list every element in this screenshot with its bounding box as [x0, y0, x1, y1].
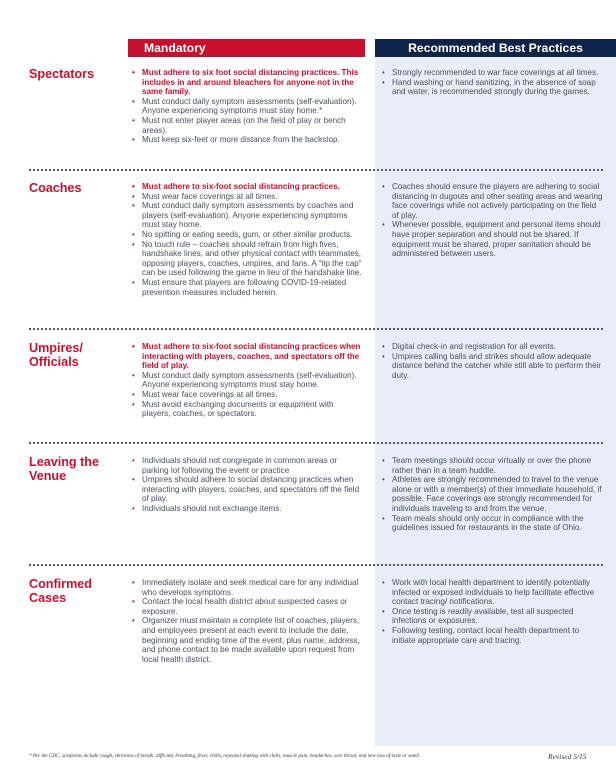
mandatory-item: • Must conduct daily symptom assessments (self-evaluation). Anyone experiencing symptoms must stay home.* — [131, 97, 363, 116]
recommended-header: Recommended Best Practices — [375, 39, 616, 57]
recommended-item: • Whenever possible, equipment and personal items should have proper separation and should not be shared. If equipment must be shared, proper sanitation should be administered between users. — [381, 220, 603, 258]
recommended-item: • Strongly recommended to war face coverings at all times. — [381, 68, 603, 78]
mandatory-item: • Must adhere to six-foot social distancing practices. — [131, 182, 363, 192]
section-divider — [29, 328, 603, 330]
revised-date: Revised 5/15 — [548, 752, 587, 761]
recommended-item: • Digital check-in and registration for all events. — [381, 342, 603, 352]
recommended-item: • Team meals should only occur in compliance with the guidelines issued for restaurants in the state of Ohio. — [381, 514, 603, 533]
recommended-list — [381, 182, 603, 259]
mandatory-item: • Must ensure that players are following COVID-19-related prevention measures included herein. — [131, 278, 363, 297]
mandatory-item: • No spitting or eating seeds, gum, or other similar products. — [131, 230, 363, 240]
footnote: * Per the CDC, symptoms include cough, shortness of breath, difficulty breathing, fever, chills, repeated shaking with chills, muscle pain, headaches, sore throat, and new loss of taste or smell. — [29, 753, 421, 759]
recommended-item: • Work with local health department to identify potentially infected or exposed individuals to help facilitate effective contact tracing/ notifications. — [381, 578, 603, 607]
recommended-item: • Team meetings should occur virtually or over the phone rather than in a team huddle. — [381, 456, 603, 475]
mandatory-item: • Contact the local health district about suspected cases or exposure. — [131, 597, 363, 616]
mandatory-item: • Must not enter player areas (on the field of play or bench areas). — [131, 116, 363, 135]
recommended-item: • Coaches should ensure the players are adhering to social distancing in dugouts and other seating areas and wearing face coverings while not actively participating on the field of play. — [381, 182, 603, 220]
mandatory-item: • Must wear face coverings at all times. — [131, 390, 363, 400]
recommended-list — [381, 578, 603, 645]
recommended-item: • Once testing is readily available, test all suspected infections or exposures. — [381, 607, 603, 626]
section-label: Umpires/ Officials — [29, 341, 83, 369]
mandatory-list — [131, 456, 363, 514]
mandatory-item: • Umpires should adhere to social distancing practices when interacting with players, coaches, and spectators off the field of play. — [131, 475, 363, 504]
mandatory-list — [131, 342, 363, 419]
mandatory-item: • Must avoid exchanging documents or equipment with players, coaches, or spectators. — [131, 400, 363, 419]
mandatory-item: • Individuals should not exchange items. — [131, 504, 363, 514]
mandatory-item: • Must wear face coverings at all times. — [131, 192, 363, 202]
mandatory-item: • Must adhere to six-foot social distancing practices when interacting with players, coaches, and spectators off the field of play. — [131, 342, 363, 371]
section-label: Confirmed Cases — [29, 577, 92, 605]
mandatory-item: • Must conduct daily symptom assessments by coaches and players (self-evaluation). Anyone experiencing symptoms must stay home. — [131, 201, 363, 230]
mandatory-item: • Immediately isolate and seek medical care for any individual who develops symptoms. — [131, 578, 363, 597]
recommended-item: • Following testing, contact local health department to initiate appropriate care and tracing. — [381, 626, 603, 645]
section-label: Spectators — [29, 67, 95, 81]
mandatory-list — [131, 68, 363, 145]
mandatory-item: • Organizer must maintain a complete list of coaches, players, and employees present at each event to include the date, beginning and ending time of the event, plus name, address, and phone contact to be made available upon request from local health district. — [131, 616, 363, 664]
section-divider — [29, 442, 603, 444]
section-label: Coaches — [29, 181, 82, 195]
section-divider — [29, 564, 603, 566]
mandatory-item: • Must keep six-feet or more distance from the backstop. — [131, 135, 363, 145]
section-divider — [29, 169, 603, 171]
mandatory-item: • No touch rule – coaches should refrain from high fives, handshake lines, and other physical contact with teammates, opposing players, coaches, umpires, and fans. A “tip the cap” can be used following the game in lieu of the handshake line. — [131, 240, 363, 278]
recommended-item: • Umpires calling balls and strikes should allow adequate distance behind the catcher while still able to perform their duty. — [381, 352, 603, 381]
recommended-item: • Hand washing or hand sanitizing, in the absence of soap and water, is recommended strongly during the games. — [381, 78, 603, 97]
mandatory-item: • Must adhere to six foot social distancing practices. This includes in and around bleachers for anyone not in the same family. — [131, 68, 363, 97]
recommended-list — [381, 342, 603, 380]
recommended-item: • Athletes are strongly recommended to travel to the venue alone or with a member(s) of their immediate household, if possible. Face coverings are strongly recommended for individuals traveling to and from the venue. — [381, 475, 603, 513]
section-label: Leaving the Venue — [29, 455, 99, 483]
mandatory-list — [131, 182, 363, 297]
mandatory-list — [131, 578, 363, 664]
mandatory-header: Mandatory — [128, 39, 365, 57]
recommended-list — [381, 68, 603, 97]
recommended-list — [381, 456, 603, 533]
mandatory-item: • Must conduct daily symptom assessments (self-evaluation). Anyone experiencing symptoms must stay home. — [131, 371, 363, 390]
mandatory-item: • Individuals should not congregate in common areas or parking lot following the event or practice — [131, 456, 363, 475]
